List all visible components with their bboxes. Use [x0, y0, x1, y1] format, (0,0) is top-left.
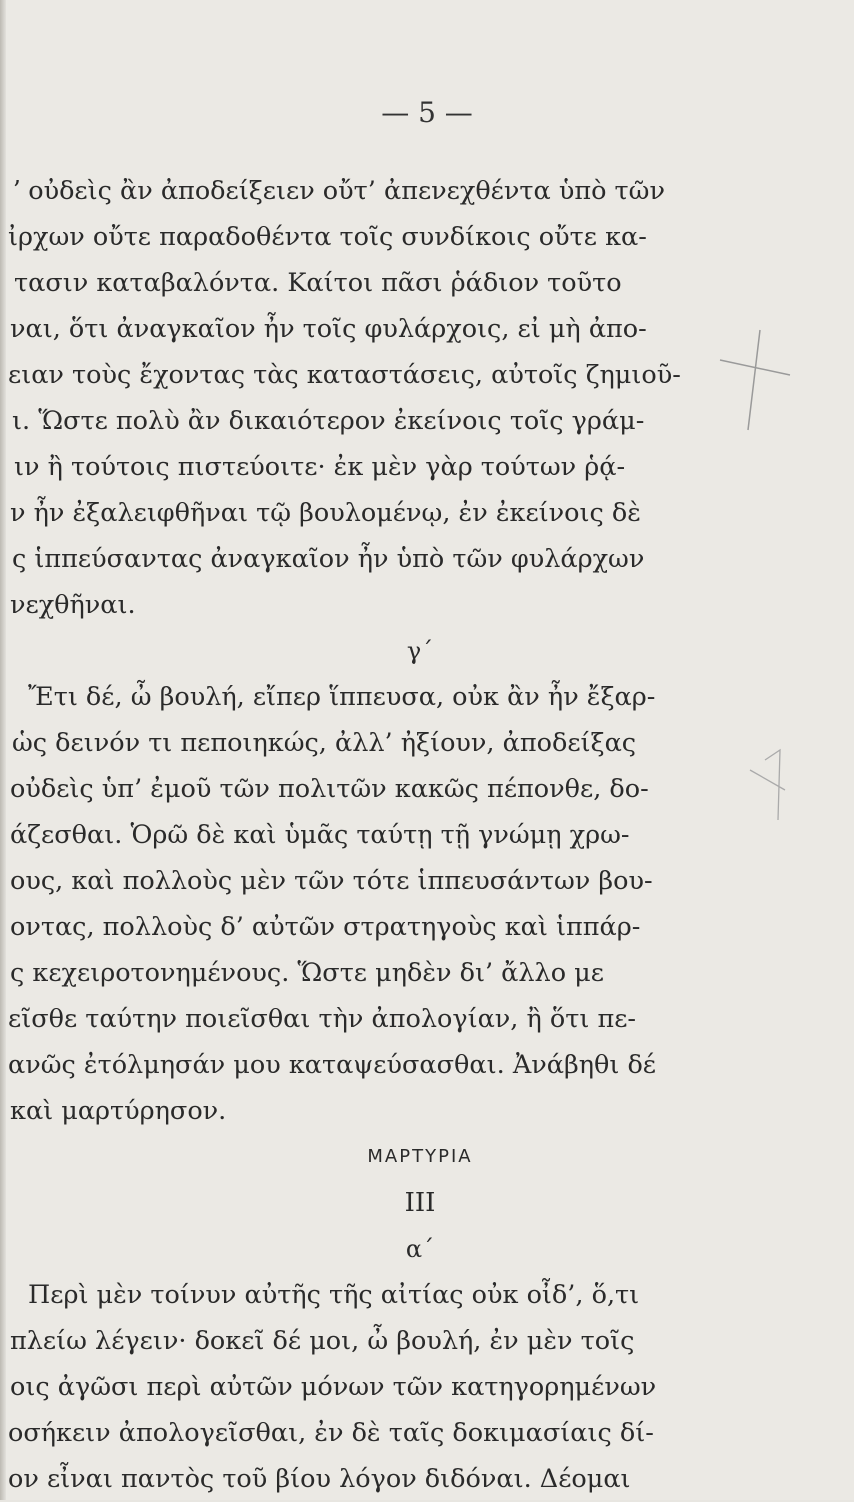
text-line: ς ἱππεύσαντας ἀναγκαῖον ἦν ὑπὸ τῶν φυλάρχων [12, 544, 645, 574]
text-line: ανῶς ἐτόλμησάν μου καταψεύσασθαι. Ἀνάβηθι δέ [8, 1050, 657, 1080]
pencil-marks-icon [690, 320, 810, 840]
text-line: οσήκειν ἀπολογεῖσθαι, ἐν δὲ ταῖς δοκιμασίαις δί- [8, 1418, 654, 1448]
text-line: ειαν τοὺς ἔχοντας τὰς καταστάσεις, αὐτοῖς ζημιοῦ- [8, 360, 681, 390]
text-line: ʼ οὐδεὶς ἂν ἀποδείξειεν οὔτ’ ἀπενεχθέντα ὑπὸ τῶν [12, 176, 665, 206]
text-line: Ἔτι δέ, ὦ βουλή, εἴπερ ἵππευσα, οὐκ ἂν ἦν ἔξαρ- [28, 682, 656, 712]
page-number: — 5 — [381, 96, 473, 129]
text-line: τασιν καταβαλόντα. Καίτοι πᾶσι ῥάδιον τοῦτο [14, 268, 622, 298]
text-line: άζεσθαι. Ὁρῶ δὲ καὶ ὑμᾶς ταύτῃ τῇ γνώμῃ χρω- [10, 820, 630, 850]
text-line: ὡς δεινόν τι πεποιηκώς, ἀλλ’ ἠξίουν, ἀποδείξας [12, 728, 637, 758]
text-line: ι. Ὥστε πολὺ ἂν δικαιότερον ἐκείνοις τοῖς γράμ- [12, 406, 645, 436]
text-line: νεχθῆναι. [10, 590, 136, 620]
text-line: εῖσθε ταύτην ποιεῖσθαι τὴν ἀπολογίαν, ἢ ὅτι πε- [8, 1004, 637, 1034]
text-line: ους, καὶ πολλοὺς μὲν τῶν τότε ἱππευσάντων βου- [10, 866, 653, 896]
testimony-numeral: III [404, 1188, 436, 1218]
text-line: ν ἦν ἐξαλειφθῆναι τῷ βουλομένῳ, ἐν ἐκείνοις δὲ [10, 498, 641, 528]
text-line: ς κεχειροτονημένους. Ὥστε μηδὲν δι’ ἄλλο με [10, 958, 604, 988]
text-line: οντας, πολλοὺς δ’ αὐτῶν στρατηγοὺς καὶ ἱππάρ- [10, 912, 641, 942]
paragraph-3 [0, 1272, 840, 1502]
text-line: καὶ μαρτύρησον. [10, 1096, 227, 1126]
text-line: ναι, ὅτι ἀναγκαῖον ἦν τοῖς φυλάρχοις, εἰ μὴ ἀπο- [10, 314, 647, 344]
section-heading-alpha: α΄ [405, 1235, 435, 1263]
text-line: ἰρχων οὔτε παραδοθέντα τοῖς συνδίκοις οὔτε κα- [8, 222, 647, 252]
text-line: οις ἀγῶσι περὶ αὐτῶν μόνων τῶν κατηγορημένων [10, 1372, 657, 1402]
text-line: πλείω λέγειν· δοκεῖ δέ μοι, ὦ βουλή, ἐν μὲν τοῖς [10, 1326, 635, 1356]
text-line: ον εἶναι παντὸς τοῦ βίου λόγον διδόναι. Δέομαι [8, 1464, 631, 1494]
section-heading-gamma: γ΄ [406, 637, 434, 665]
text-line: Περὶ μὲν τοίνυν αὐτῆς τῆς αἰτίας οὐκ οἶδ’, ὅ,τι [28, 1280, 640, 1310]
text-line: οὐδεὶς ὑπ’ ἐμοῦ τῶν πολιτῶν κακῶς πέπονθε, δο- [10, 774, 649, 804]
text-line: ιν ἢ τούτοις πιστεύοιτε· ἐκ μὲν γὰρ τούτων ῥᾴ- [14, 452, 626, 482]
testimony-label: ΜΑΡΤΥΡΙΑ [367, 1146, 473, 1167]
